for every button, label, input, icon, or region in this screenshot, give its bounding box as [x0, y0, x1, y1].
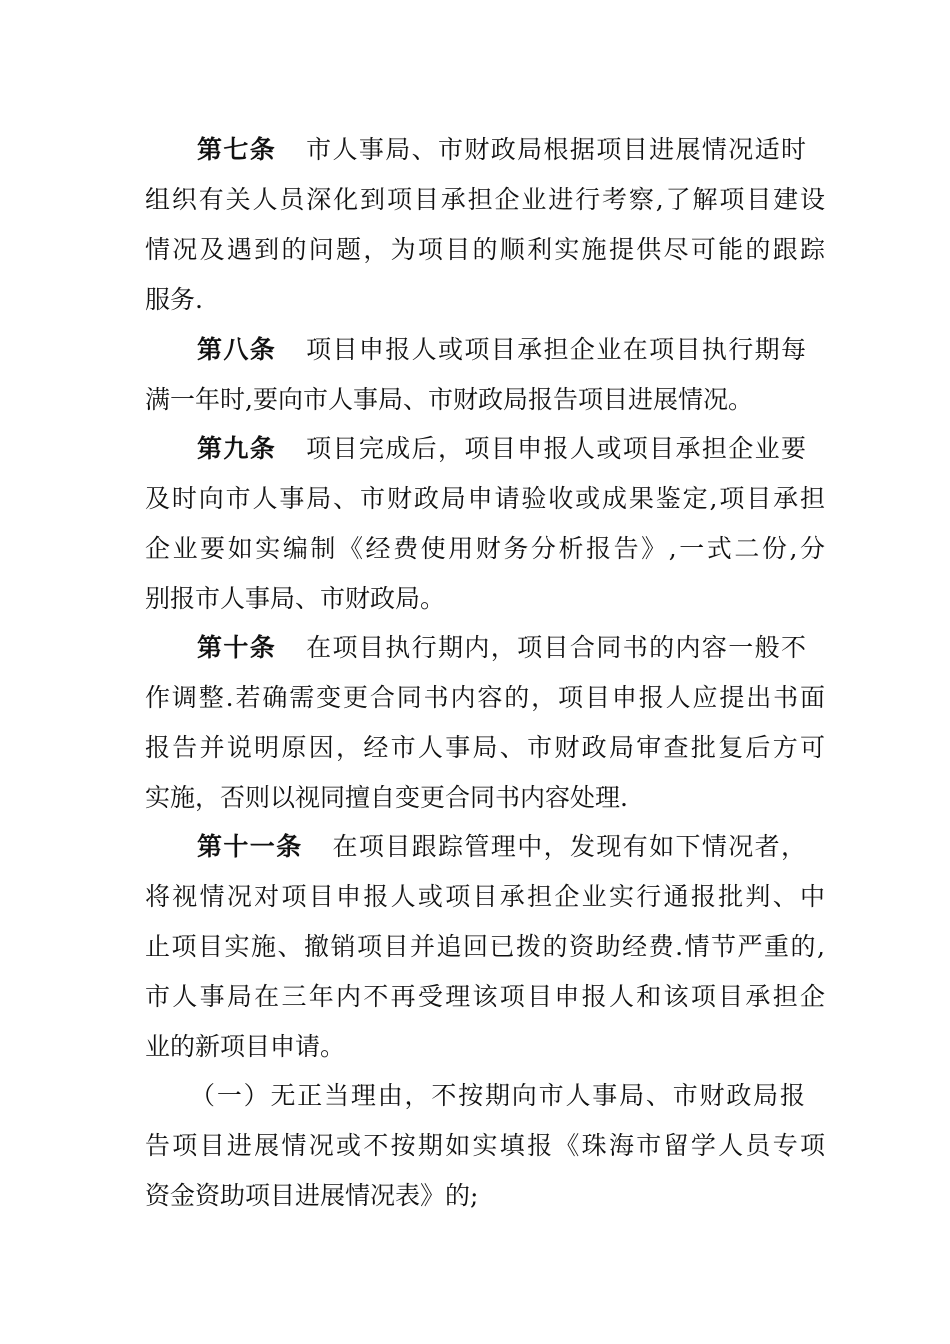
article-11-heading: 第十一条 [197, 832, 303, 861]
article-9-text-1: 项目完成后，项目申报人或项目承担企业要 [306, 434, 807, 463]
article-8-line-1 [197, 333, 807, 367]
article-9-line-1 [197, 432, 807, 466]
article-9-heading: 第九条 [197, 434, 277, 463]
clause-1-line-2: 告项目进展情况或不按期如实填报《珠海市留学人员专项 [145, 1131, 825, 1160]
article-10-heading: 第十条 [197, 633, 277, 662]
article-10-line-1 [197, 631, 807, 665]
clause-1-line-3: 资金资助项目进展情况表》的; [145, 1181, 479, 1210]
article-7-line-3: 情况及遇到的问题，为项目的顺利实施提供尽可能的跟踪 [145, 235, 825, 264]
article-11-line-4: 市人事局在三年内不再受理该项目申报人和该项目承担企 [145, 982, 825, 1011]
article-8-line-2: 满一年时,要向市人事局、市财政局报告项目进展情况。 [145, 385, 753, 414]
article-11-text-1: 在项目跟踪管理中，发现有如下情况者， [332, 832, 807, 861]
article-7-heading: 第七条 [197, 135, 277, 164]
article-8-text-1: 项目申报人或项目承担企业在项目执行期每 [306, 335, 807, 364]
article-10-line-3: 报告并说明原因，经市人事局、市财政局审查批复后方可 [145, 733, 825, 762]
article-9-line-3: 企业要如实编制《经费使用财务分析报告》,一式二份,分 [145, 534, 825, 563]
article-9-line-2: 及时向市人事局、市财政局申请验收或成果鉴定,项目承担 [145, 484, 825, 513]
article-11-line-2: 将视情况对项目申报人或项目承担企业实行通报批判、中 [145, 882, 825, 911]
article-9-line-4: 别报市人事局、市财政局。 [145, 584, 446, 613]
article-10-text-1: 在项目执行期内，项目合同书的内容一般不 [306, 633, 807, 662]
article-11-line-3: 止项目实施、撤销项目并追回已拨的资助经费.情节严重的, [145, 932, 825, 961]
article-7-line-2: 组织有关人员深化到项目承担企业进行考察,了解项目建设 [145, 185, 825, 214]
article-8-heading: 第八条 [197, 335, 277, 364]
article-11-line-5: 业的新项目申请。 [145, 1032, 346, 1061]
article-7-text-1: 市人事局、市财政局根据项目进展情况适时 [306, 135, 807, 164]
clause-1-line-1: （一）无正当理由，不按期向市人事局、市财政局报 [190, 1081, 805, 1110]
article-7-line-1 [197, 133, 807, 167]
article-10-line-4: 实施，否则以视同擅自变更合同书内容处理. [145, 783, 628, 812]
article-10-line-2: 作调整.若确需变更合同书内容的，项目申报人应提出书面 [145, 683, 825, 712]
article-11-line-1 [197, 830, 807, 864]
article-7-line-4: 服务. [145, 285, 203, 314]
